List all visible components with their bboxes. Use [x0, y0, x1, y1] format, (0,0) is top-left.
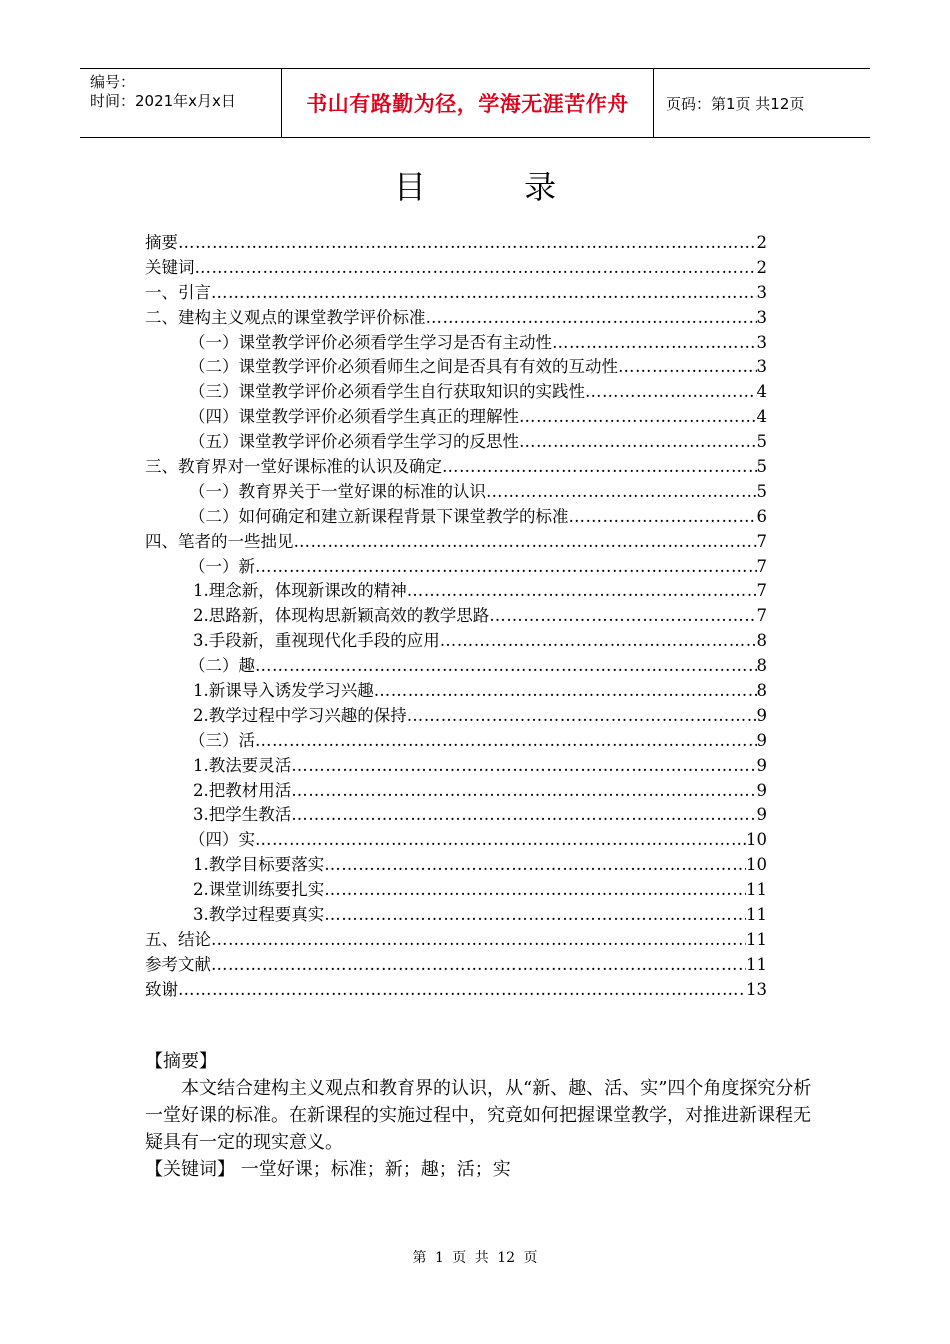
toc-entry[interactable] [145, 403, 767, 428]
toc-entry-page: 4 [756, 407, 767, 427]
toc-entry-title: （四）实 [189, 830, 255, 850]
toc-entry-title: （一）教育界关于一堂好课的标准的认识 [189, 481, 486, 501]
toc-entry[interactable] [145, 777, 767, 802]
toc-entry-page: 7 [756, 556, 767, 576]
toc-leader-dots [195, 258, 757, 277]
time-label: 时间：2021年x月x日 [90, 92, 236, 110]
abstract-section [145, 1048, 825, 1183]
toc-leader-dots [291, 805, 756, 824]
toc-leader-dots [255, 557, 757, 576]
toc-entry-title: 1.理念新，体现新课改的精神 [193, 581, 407, 601]
page-label: 页码：第1页 共12页 [666, 94, 805, 113]
toc-entry-page: 8 [756, 656, 767, 676]
toc-entry-page: 2 [756, 257, 767, 277]
toc-leader-dots [426, 308, 757, 327]
header-motto-cell [282, 69, 654, 137]
toc-leader-dots [178, 980, 746, 999]
toc-entry[interactable] [145, 801, 767, 826]
toc-entry-page: 11 [746, 929, 767, 949]
toc-entry-title: （三）活 [189, 730, 255, 750]
toc-entry[interactable] [145, 503, 767, 528]
toc-leader-dots [374, 681, 757, 700]
toc-entry[interactable] [145, 627, 767, 652]
toc-leader-dots [211, 955, 746, 974]
toc-entry-page: 11 [746, 954, 767, 974]
toc-leader-dots [618, 357, 757, 376]
toc-entry-title: 2.思路新，体现构思新颖高效的教学思路 [193, 606, 490, 626]
toc-entry-page: 9 [756, 755, 767, 775]
toc-entry[interactable] [145, 528, 767, 553]
toc-entry-page: 2 [756, 233, 767, 252]
toc-leader-dots [489, 606, 756, 625]
toc-entry-title: 3.把学生教活 [193, 805, 292, 825]
keywords-text: 一堂好课；标准；新；趣；活；实 [235, 1159, 511, 1180]
toc-entry-title: 2.教学过程中学习兴趣的保持 [193, 705, 407, 725]
toc-entry-title: 3.教学过程要真实 [193, 905, 325, 925]
keywords-line [145, 1156, 825, 1183]
toc-entry[interactable] [145, 677, 767, 702]
toc-leader-dots [324, 905, 746, 924]
toc-entry-title: 二、建构主义观点的课堂教学评价标准 [145, 307, 426, 327]
toc-entry-title: 关键词 [145, 257, 195, 277]
toc-entry[interactable] [145, 752, 767, 777]
toc-entry-title: 参考文献 [145, 954, 211, 974]
toc-entry-page: 10 [746, 855, 767, 875]
toc-entry-page: 9 [756, 730, 767, 750]
toc-entry-page: 4 [756, 382, 767, 402]
toc-leader-dots [291, 756, 756, 775]
toc-entry-page: 5 [756, 481, 767, 501]
toc-entry-page: 3 [756, 357, 767, 377]
toc-entry-title: （五）课堂教学评价必须看学生学习的反思性 [189, 432, 519, 452]
toc-leader-dots [294, 532, 757, 551]
toc-entry-title: 1.新课导入诱发学习兴趣 [193, 681, 374, 701]
toc-entry[interactable] [145, 478, 767, 503]
toc-entry[interactable] [145, 453, 767, 478]
toc-leader-dots [519, 432, 757, 451]
toc-entry-title: （一）新 [189, 556, 255, 576]
toc-entry[interactable] [145, 976, 767, 1001]
toc-leader-dots [211, 930, 746, 949]
toc-entry-title: 三、教育界对一堂好课标准的认识及确定 [145, 457, 442, 477]
toc-entry-page: 10 [746, 830, 767, 850]
toc-leader-dots [324, 855, 746, 874]
toc-entry-title: 四、笔者的一些拙见 [145, 531, 294, 551]
toc-entry-title: （二）课堂教学评价必须看师生之间是否具有有效的互动性 [189, 357, 618, 377]
toc-entry-title: 一、引言 [145, 282, 211, 302]
toc-entry-title: （一）课堂教学评价必须看学生学习是否有主动性 [189, 332, 552, 352]
toc-entry[interactable] [145, 353, 767, 378]
header-page-cell [654, 69, 870, 137]
toc-entry[interactable] [145, 951, 767, 976]
toc-entry-page: 7 [756, 581, 767, 601]
toc-entry-title: 3.手段新，重视现代化手段的应用 [193, 631, 440, 651]
header-meta-cell [80, 69, 282, 137]
toc-entry-page: 7 [756, 606, 767, 626]
toc-entry-page: 5 [756, 457, 767, 477]
toc-entry[interactable] [145, 254, 767, 279]
toc-entry[interactable] [145, 602, 767, 627]
keywords-label: 【关键词】 [145, 1159, 235, 1180]
page-header [80, 68, 870, 138]
toc-leader-dots [255, 830, 746, 849]
toc-entry[interactable] [145, 901, 767, 926]
toc-entry[interactable] [145, 926, 767, 951]
toc-entry[interactable] [145, 279, 767, 304]
toc-entry-page: 3 [756, 282, 767, 302]
toc-leader-dots [324, 880, 746, 899]
toc-leader-dots [486, 482, 757, 501]
toc-entry[interactable] [145, 826, 767, 851]
toc-entry[interactable] [145, 876, 767, 901]
toc-entry[interactable] [145, 378, 767, 403]
toc-leader-dots [291, 781, 756, 800]
toc-entry-page: 7 [756, 531, 767, 551]
toc-entry-title: 2.把教材用活 [193, 780, 292, 800]
toc-leader-dots [552, 333, 757, 352]
page-footer: 第 1 页 共 12 页 [412, 1250, 538, 1266]
toc-entry-page: 9 [756, 780, 767, 800]
toc-leader-dots [569, 507, 757, 526]
toc-entry-page: 8 [756, 631, 767, 651]
toc-leader-dots [585, 382, 757, 401]
toc-entry-title: （三）课堂教学评价必须看学生自行获取知识的实践性 [189, 382, 585, 402]
toc-leader-dots [440, 631, 757, 650]
toc-leader-dots [211, 283, 757, 302]
abstract-body: 本文结合建构主义观点和教育界的认识，从“新、趣、活、实”四个角度探究分析一堂好课的标准。在新课程的实施过程中，究竟如何把握课堂教学，对推进新课程无疑具有一定的现实意义。 [145, 1078, 812, 1153]
toc-entry[interactable] [145, 428, 767, 453]
toc-entry-title: 五、结论 [145, 929, 211, 949]
toc-leader-dots [407, 581, 757, 600]
toc-entry-page: 11 [746, 880, 767, 900]
toc-entry-page: 13 [746, 979, 767, 999]
toc-entry-page: 9 [756, 705, 767, 725]
toc-entry[interactable] [145, 329, 767, 354]
toc-entry[interactable] [145, 851, 767, 876]
toc-entry-page: 5 [756, 432, 767, 452]
toc-leader-dots [255, 656, 757, 675]
toc-entry-title: 摘要 [145, 233, 178, 252]
toc-leader-dots [178, 233, 757, 252]
abstract-heading: 【摘要】 [145, 1051, 217, 1072]
toc-entry-page: 8 [756, 681, 767, 701]
toc-entry-title: 2.课堂训练要扎实 [193, 880, 325, 900]
toc-entry[interactable] [145, 702, 767, 727]
toc-entry-title: 1.教学目标要落实 [193, 855, 325, 875]
table-of-contents [145, 229, 767, 1001]
toc-entry-title: 致谢 [145, 979, 178, 999]
toc-entry-page: 9 [756, 805, 767, 825]
toc-entry-title: （二）趣 [189, 656, 255, 676]
toc-entry-title: （二）如何确定和建立新课程背景下课堂教学的标准 [189, 506, 569, 526]
toc-entry-page: 6 [756, 506, 767, 526]
toc-leader-dots [407, 706, 757, 725]
toc-entry[interactable] [145, 304, 767, 329]
toc-entry-page: 11 [746, 905, 767, 925]
toc-entry-page: 3 [756, 332, 767, 352]
toc-entry[interactable] [145, 553, 767, 578]
toc-entry[interactable] [145, 577, 767, 602]
toc-entry[interactable] [145, 727, 767, 752]
toc-entry-title: （四）课堂教学评价必须看学生真正的理解性 [189, 407, 519, 427]
toc-entry[interactable] [145, 229, 767, 254]
motto-text: 书山有路勤为径，学海无涯苦作舟 [306, 92, 629, 116]
toc-leader-dots [442, 457, 757, 476]
page-title: 目 录 [393, 168, 601, 206]
toc-entry-page: 3 [756, 307, 767, 327]
number-label: 编号： [90, 73, 136, 91]
toc-leader-dots [255, 731, 757, 750]
toc-leader-dots [519, 407, 757, 426]
toc-entry[interactable] [145, 652, 767, 677]
toc-entry-title: 1.教法要灵活 [193, 755, 292, 775]
